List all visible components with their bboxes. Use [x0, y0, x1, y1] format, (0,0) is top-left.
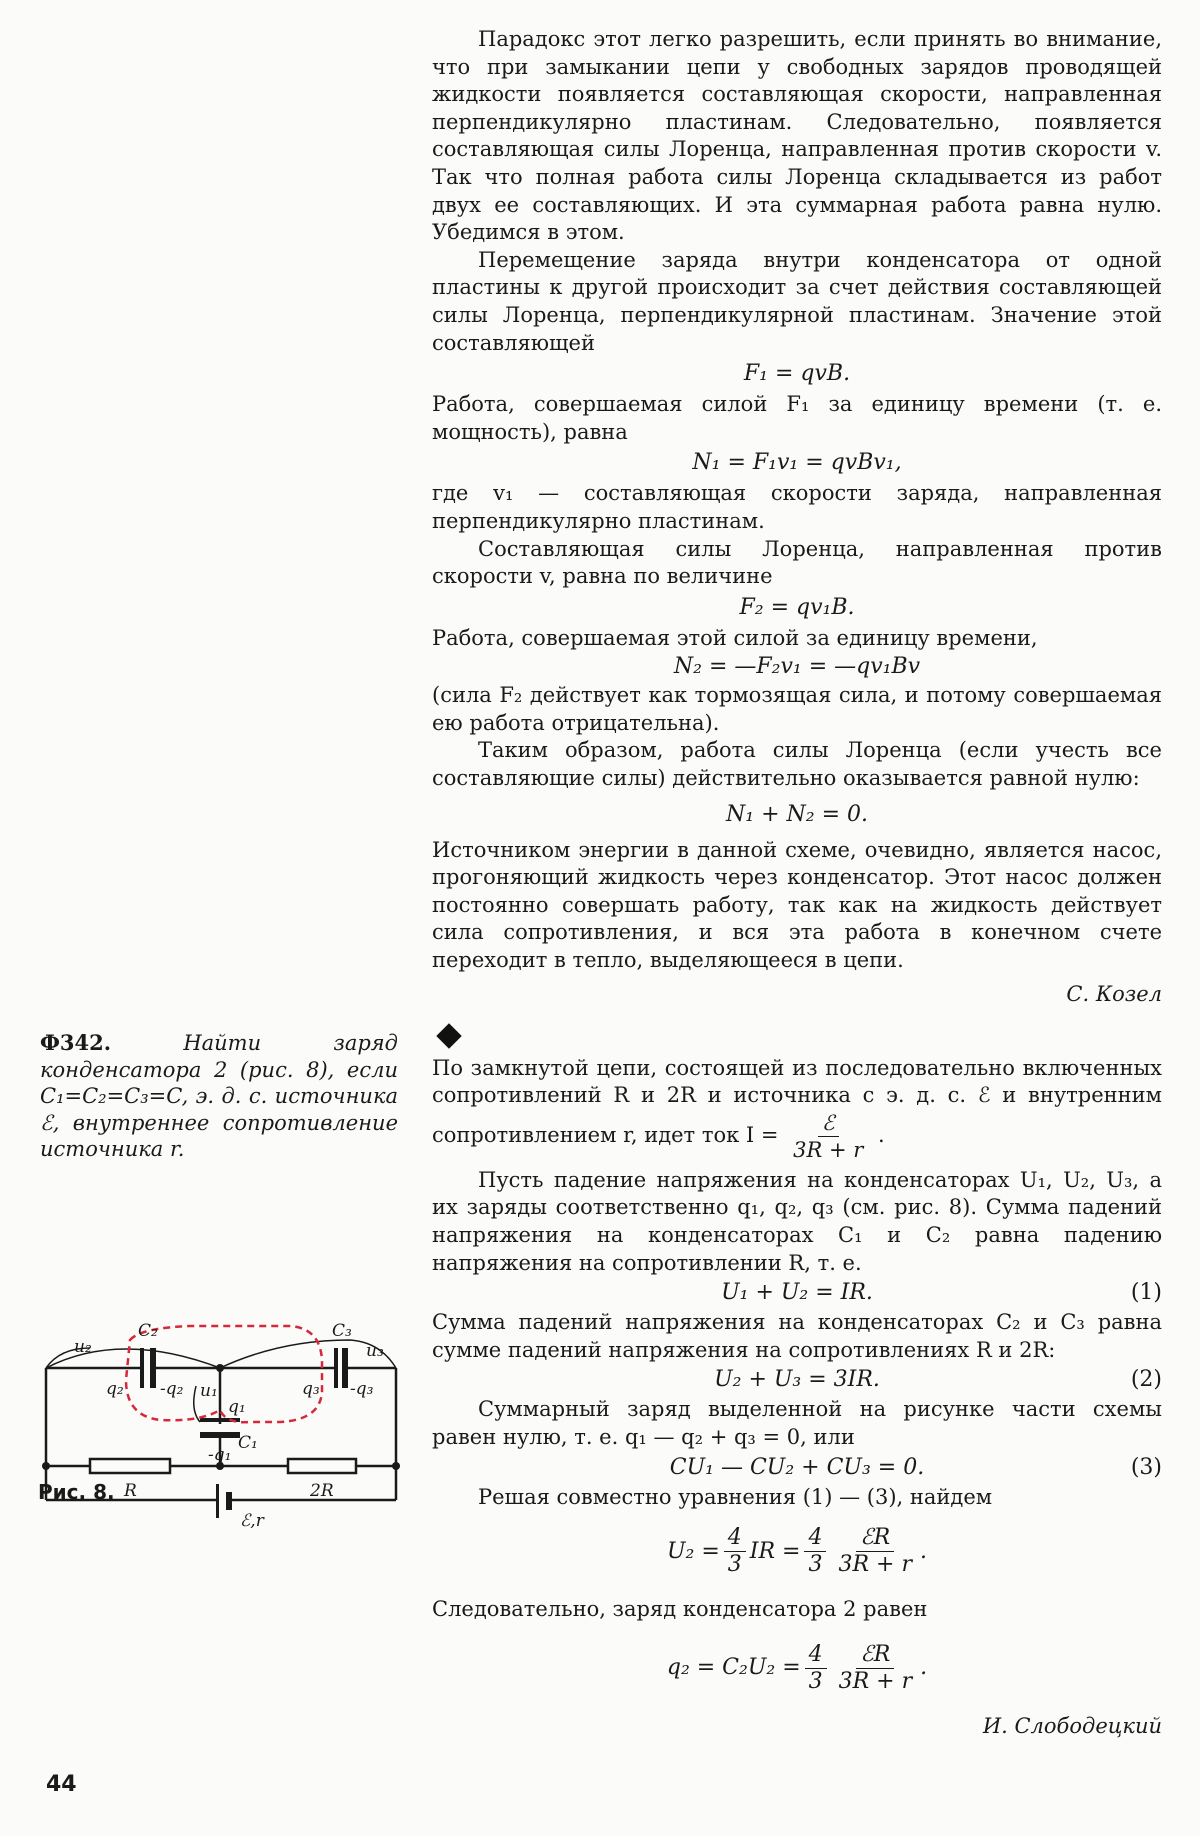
svg-text:2R: 2R	[310, 1481, 334, 1501]
problem-text: Найти заряд конденсатора 2 (рис. 8), если C₁=C₂=C₃=C, э. д. с. источника ℰ, внутреннее сопротивление источника r.	[40, 1031, 398, 1161]
circuit-diagram	[30, 1300, 410, 1540]
paragraph: По замкнутой цепи, состоящей из последовательно включенных сопротивлений R и 2R и источника с э. д. с. ℰ и внутренним сопротивлением r, идет ток I = $\frac{\text{ℰ}}{3R + r}$ .	[432, 1055, 1162, 1162]
equation: N₁ = F₁v₁ = qvBv₁,	[692, 450, 902, 476]
svg-text:-q₂: -q₂	[160, 1379, 184, 1399]
paragraph: (сила F₂ действует как тормозящая сила, и потому совершаемая ею работа отрицательна).	[432, 683, 1162, 735]
paragraph: Суммарный заряд выделенной на рисунке части схемы равен нулю, т. е. q₁ — q₂ + q₃ = 0, или	[432, 1397, 1162, 1449]
problem-label: Ф342.	[40, 1030, 112, 1055]
equation: U₁ + U₂ = IR. (1)	[721, 1280, 1162, 1306]
equation: U₂ + U₃ = 3IR. (2)	[714, 1367, 1162, 1393]
equation-u2: U₂ = $\frac{4}{3}$ IR = $\frac{4}{3}$ $\frac{\text{ℰR}}{3R + r}$ .	[667, 1525, 927, 1578]
equation: N₂ = —F₂v₁ = —qv₁Bv	[673, 654, 921, 680]
svg-text:q₂: q₂	[106, 1379, 124, 1399]
svg-text:u₃: u₃	[366, 1341, 384, 1361]
page-number: 44	[46, 1772, 77, 1797]
right-column	[432, 26, 1162, 1741]
svg-text:ℰ,r: ℰ,r	[240, 1511, 264, 1531]
equation: F₂ = qv₁B.	[739, 594, 855, 620]
figure-caption: Рис. 8.	[38, 1480, 115, 1504]
paragraph: Сумма падений напряжения на конденсаторах C₂ и C₃ равна сумме падений напряжения на сопротивлениях R и 2R:	[432, 1310, 1162, 1362]
paragraph: Решая совместно уравнения (1) — (3), найдем	[478, 1484, 993, 1509]
equation-q2: q₂ = C₂U₂ = $\frac{4}{3}$ $\frac{\text{ℰR}}{3R + r}$ .	[666, 1641, 928, 1694]
svg-text:R: R	[124, 1481, 137, 1501]
svg-text:C₃: C₃	[332, 1321, 352, 1341]
svg-text:C₂: C₂	[138, 1321, 158, 1341]
svg-text:-q₃: -q₃	[350, 1379, 374, 1399]
problem-statement	[40, 1030, 398, 1163]
paragraph: Составляющая силы Лоренца, направленная против скорости v, равна по величине	[432, 536, 1162, 589]
equation: N₁ + N₂ = 0.	[726, 801, 868, 827]
svg-text:q₃: q₃	[302, 1379, 320, 1399]
svg-text:C₁: C₁	[238, 1433, 258, 1453]
paragraph: Парадокс этот легко разрешить, если принять во внимание, что при замыкании цепи у свободных зарядов проводящей жидкости появляется составляющая скорости, направленная перпендикулярно пластинам. Следовательно, появляется составляющая силы Лоренца, направленная против скорости v. Так что полная работа силы Лоренца складывается из работ двух ее составляющих. И эта суммарная работа равна нулю. Убедимся в этом.	[432, 27, 1162, 245]
section-divider	[436, 1023, 461, 1048]
paragraph: Работа, совершаемая этой силой за единицу времени,	[432, 625, 1038, 650]
paragraph: Перемещение заряда внутри конденсатора от одной пластины к другой происходит за счет действия составляющей силы Лоренца, перпендикулярной пластинам. Значение этой составляющей	[432, 247, 1162, 355]
paragraph: Таким образом, работа силы Лоренца (если учесть все составляющие силы) действительно оказывается равной нулю:	[432, 738, 1162, 791]
svg-text:q₁: q₁	[228, 1397, 246, 1417]
svg-text:u₂: u₂	[74, 1337, 92, 1357]
paragraph: Работа, совершаемая силой F₁ за единицу времени (т. е. мощность), равна	[432, 392, 1162, 444]
equation: F₁ = qvB.	[743, 361, 851, 387]
fraction: $\frac{\text{ℰ}}{3R + r}$	[793, 1110, 864, 1162]
author: С. Козел	[1066, 981, 1162, 1006]
paragraph: Следовательно, заряд конденсатора 2 равен	[432, 1597, 928, 1622]
author: И. Слободецкий	[982, 1713, 1162, 1738]
svg-text:-q₁: -q₁	[208, 1445, 232, 1465]
paragraph: где v₁ — составляющая скорости заряда, направленная перпендикулярно пластинам.	[432, 481, 1162, 533]
equation: CU₁ — CU₂ + CU₃ = 0. (3)	[669, 1454, 1162, 1480]
paragraph: Пусть падение напряжения на конденсаторах U₁, U₂, U₃, а их заряды соответственно q₁, q₂, q₃ (см. рис. 8). Сумма падений напряжения на конденсаторах C₁ и C₂ равна падению напряжения на сопротивлении R, т. е.	[432, 1167, 1162, 1275]
svg-text:u₁: u₁	[200, 1381, 218, 1401]
paragraph: Источником энергии в данной схеме, очевидно, является насос, прогоняющий жидкость через конденсатор. Этот насос должен постоянно совершать работу, так как на жидкость действует сила сопротивления, и вся эта работа в конечном счете переходит в тепло, выделяющееся в цепи.	[432, 837, 1162, 973]
